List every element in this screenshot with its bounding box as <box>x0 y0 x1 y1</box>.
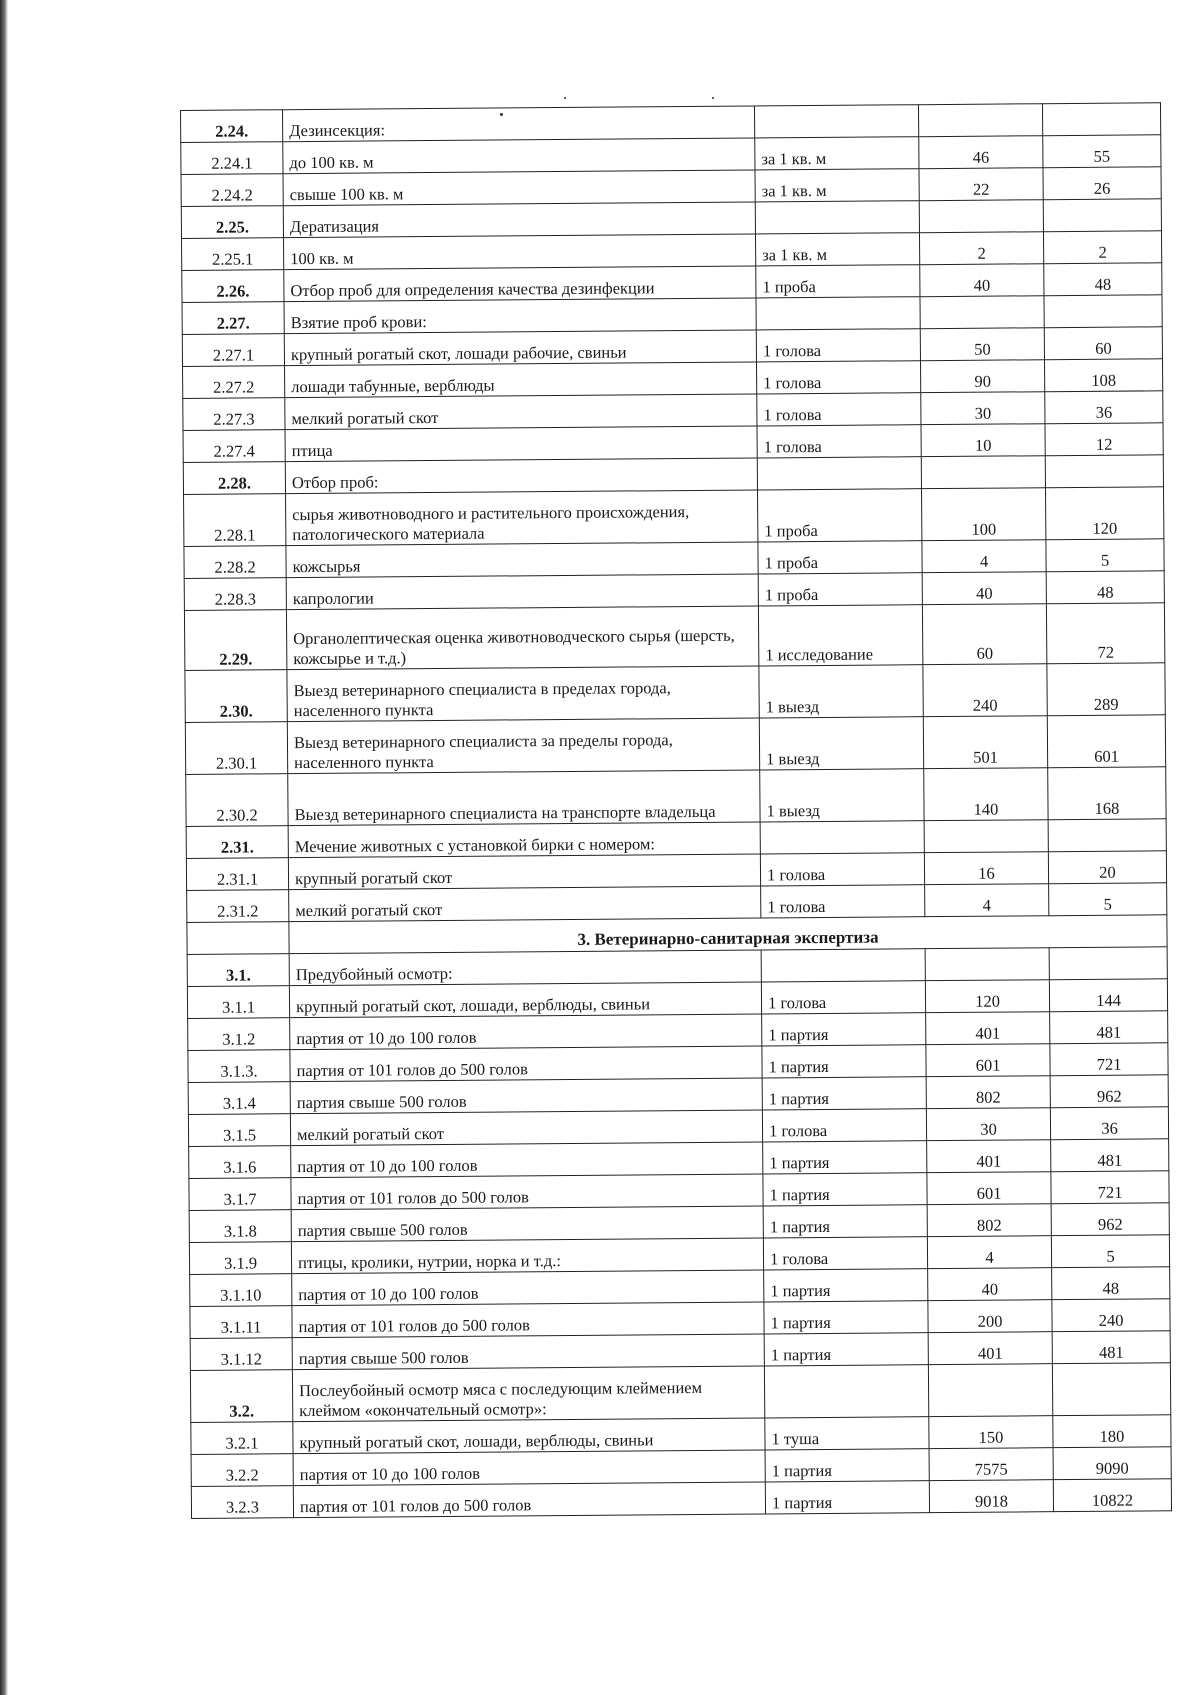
item-price-vat-cell: 48 <box>1046 571 1164 604</box>
section-title: 3. Ветеринарно-санитарная экспертиза <box>289 915 1167 954</box>
item-price-cell: 40 <box>928 1268 1052 1301</box>
item-price-vat-cell <box>1045 455 1163 488</box>
item-name-cell: Выезд ветеринарного специалиста на транспорте владельца <box>288 770 760 826</box>
item-name-cell: лошади табунные, верблюды <box>285 362 757 398</box>
item-number-cell: 2.27.1 <box>182 334 284 367</box>
item-price-cell: 401 <box>926 1012 1050 1045</box>
item-name-cell: Отбор проб: <box>285 458 757 494</box>
item-name-cell: Дератизация <box>283 202 755 238</box>
scan-edge-shadow <box>0 0 8 1695</box>
item-number-cell: 3.1.4 <box>188 1082 290 1115</box>
item-unit-cell <box>754 105 918 138</box>
item-unit-cell: 1 партия <box>762 1045 926 1078</box>
item-number-cell: 3.2.3 <box>191 1486 293 1519</box>
item-number-cell: 3.1.11 <box>190 1306 292 1339</box>
item-price-cell: 22 <box>919 168 1043 201</box>
item-number-cell: 3.1.9 <box>189 1242 291 1275</box>
item-name-cell: птица <box>285 426 757 462</box>
item-unit-cell: за 1 кв. м <box>755 137 919 170</box>
item-unit-cell: 1 партия <box>765 1481 929 1514</box>
item-number-cell: 3.2.1 <box>191 1422 293 1455</box>
item-unit-cell: 1 голова <box>760 853 924 886</box>
item-name-cell: капрологии <box>286 574 758 610</box>
item-name-cell: партия от 101 голов до 500 голов <box>290 1046 762 1082</box>
item-price-vat-cell: 601 <box>1047 715 1165 768</box>
item-price-vat-cell: 36 <box>1045 391 1163 424</box>
item-unit-cell <box>755 201 919 234</box>
item-price-cell: 4 <box>925 884 1049 917</box>
item-number-cell: 2.31.1 <box>186 858 288 891</box>
item-unit-cell <box>757 457 921 490</box>
item-number-cell: 2.28.2 <box>184 546 286 579</box>
item-price-vat-cell: 20 <box>1048 851 1166 884</box>
item-price-cell: 40 <box>922 572 1046 605</box>
item-name-cell: Мечение животных с установкой бирки с номером: <box>288 822 760 858</box>
item-number-cell: 2.25. <box>181 206 283 239</box>
item-price-vat-cell: 168 <box>1048 767 1166 820</box>
item-price-cell <box>919 200 1043 233</box>
item-name-cell: мелкий рогатый скот <box>290 1110 762 1146</box>
item-price-cell: 90 <box>920 360 1044 393</box>
item-unit-cell: 1 выезд <box>759 717 923 770</box>
item-unit-cell: за 1 кв. м <box>755 233 919 266</box>
item-unit-cell: 1 голова <box>763 1237 927 1270</box>
item-number-cell: 3.1.10 <box>190 1274 292 1307</box>
item-number-cell: 2.30. <box>185 670 287 723</box>
item-price-cell: 7575 <box>929 1448 1053 1481</box>
item-price-cell <box>920 296 1044 329</box>
item-price-cell: 10 <box>921 424 1045 457</box>
item-price-vat-cell: 10822 <box>1053 1479 1171 1512</box>
item-unit-cell: 1 проба <box>756 265 920 298</box>
item-price-vat-cell: 962 <box>1051 1203 1169 1236</box>
item-name-cell: партия свыше 500 голов <box>292 1334 764 1370</box>
item-name-cell: свыше 100 кв. м <box>283 170 755 206</box>
item-price-cell: 401 <box>928 1332 1052 1365</box>
item-price-cell: 140 <box>924 768 1048 821</box>
item-name-cell: партия от 10 до 100 голов <box>292 1270 764 1306</box>
item-unit-cell: 1 партия <box>764 1269 928 1302</box>
item-number-cell: 2.31.2 <box>187 890 289 923</box>
item-price-vat-cell <box>1042 103 1160 136</box>
item-number-cell: 3.1.6 <box>189 1146 291 1179</box>
item-name-cell: Отбор проб для определения качества дезинфекции <box>284 266 756 302</box>
item-name-cell: партия от 10 до 100 голов <box>293 1450 765 1486</box>
item-name-cell: 100 кв. м <box>284 234 756 270</box>
item-price-vat-cell: 60 <box>1044 327 1162 360</box>
item-price-cell: 16 <box>924 852 1048 885</box>
item-unit-cell: 1 голова <box>762 1109 926 1142</box>
item-price-cell: 150 <box>929 1416 1053 1449</box>
item-price-vat-cell <box>1052 1363 1170 1416</box>
item-price-cell: 120 <box>925 980 1049 1013</box>
item-price-cell: 501 <box>923 716 1047 769</box>
item-name-cell: партия от 10 до 100 голов <box>291 1142 763 1178</box>
item-name-cell: Выезд ветеринарного специалиста за пределы города, населенного пункта <box>287 718 759 774</box>
item-unit-cell: 1 исследование <box>758 605 922 666</box>
table-row <box>191 1479 1171 1519</box>
item-unit-cell: 1 голова <box>761 885 925 918</box>
item-unit-cell <box>761 949 925 982</box>
item-number-cell: 3.1.7 <box>189 1178 291 1211</box>
item-price-cell: 802 <box>926 1076 1050 1109</box>
item-number-cell: 3.2.2 <box>191 1454 293 1487</box>
item-unit-cell: 1 партия <box>764 1333 928 1366</box>
item-price-cell: 40 <box>920 264 1044 297</box>
item-unit-cell: 1 голова <box>757 425 921 458</box>
item-number-cell: 2.26. <box>182 270 284 303</box>
item-price-vat-cell: 481 <box>1050 1011 1168 1044</box>
item-price-vat-cell: 962 <box>1050 1075 1168 1108</box>
item-price-vat-cell: 108 <box>1044 359 1162 392</box>
item-price-cell <box>924 820 1048 853</box>
price-table <box>180 102 1172 1519</box>
item-price-cell: 240 <box>923 664 1047 717</box>
item-number-cell: 2.28. <box>183 462 285 495</box>
table-row <box>185 663 1165 723</box>
item-unit-cell: 1 партия <box>763 1173 927 1206</box>
item-unit-cell: 1 проба <box>758 541 922 574</box>
item-unit-cell <box>760 821 924 854</box>
item-price-vat-cell: 9090 <box>1053 1447 1171 1480</box>
item-price-cell: 50 <box>920 328 1044 361</box>
item-unit-cell: 1 партия <box>763 1205 927 1238</box>
item-name-cell: Взятие проб крови: <box>284 298 756 334</box>
item-price-vat-cell: 240 <box>1052 1299 1170 1332</box>
item-number-cell: 3.1.12 <box>190 1338 292 1371</box>
item-name-cell: крупный рогатый скот, лошади, верблюды, свиньи <box>289 982 761 1018</box>
item-unit-cell <box>756 297 920 330</box>
item-price-vat-cell <box>1043 199 1161 232</box>
item-unit-cell: 1 партия <box>763 1141 927 1174</box>
item-name-cell: до 100 кв. м <box>283 138 755 174</box>
item-price-cell: 802 <box>927 1204 1051 1237</box>
price-table-body <box>181 103 1167 923</box>
item-price-vat-cell: 12 <box>1045 423 1163 456</box>
item-price-vat-cell: 36 <box>1050 1107 1168 1140</box>
item-price-vat-cell <box>1049 947 1167 980</box>
item-price-vat-cell: 48 <box>1052 1267 1170 1300</box>
item-number-cell: 2.28.3 <box>184 578 286 611</box>
item-price-cell: 4 <box>927 1236 1051 1269</box>
item-name-cell: партия свыше 500 голов <box>290 1078 762 1114</box>
item-number-cell: 2.29. <box>184 610 286 671</box>
item-unit-cell: 1 партия <box>762 1013 926 1046</box>
item-price-cell: 2 <box>919 232 1043 265</box>
item-unit-cell: 1 голова <box>757 393 921 426</box>
item-price-cell: 60 <box>922 604 1046 665</box>
item-price-vat-cell: 55 <box>1043 135 1161 168</box>
item-name-cell: Послеубойный осмотр мяса с последующим клеймением клеймом «окончательный осмотр»: <box>292 1366 764 1422</box>
item-price-vat-cell: 5 <box>1046 539 1164 572</box>
item-price-cell: 4 <box>922 540 1046 573</box>
item-price-cell: 46 <box>919 136 1043 169</box>
item-price-vat-cell: 5 <box>1049 883 1167 916</box>
item-number-cell: 2.31. <box>186 826 288 859</box>
item-unit-cell: 1 выезд <box>759 665 923 718</box>
item-price-vat-cell: 180 <box>1053 1415 1171 1448</box>
item-unit-cell: 1 партия <box>765 1449 929 1482</box>
item-price-cell <box>928 1364 1052 1417</box>
item-number-cell: 3.1.1 <box>187 986 289 1019</box>
section-3-body <box>187 947 1171 1519</box>
item-price-vat-cell: 5 <box>1051 1235 1169 1268</box>
price-list-sheet <box>180 102 1171 1519</box>
item-unit-cell: 1 выезд <box>760 769 924 822</box>
item-number-cell: 3.1.3. <box>188 1050 290 1083</box>
item-price-cell: 401 <box>927 1140 1051 1173</box>
item-price-vat-cell: 2 <box>1043 231 1161 264</box>
item-name-cell: крупный рогатый скот <box>288 854 760 890</box>
item-unit-cell: 1 голова <box>756 361 920 394</box>
item-unit-cell: 1 проба <box>758 573 922 606</box>
item-price-vat-cell: 721 <box>1051 1171 1169 1204</box>
item-name-cell: мелкий рогатый скот <box>289 886 761 922</box>
item-name-cell: мелкий рогатый скот <box>285 394 757 430</box>
item-price-cell: 200 <box>928 1300 1052 1333</box>
item-number-cell: 3.1.8 <box>189 1210 291 1243</box>
scan-speck <box>712 97 714 99</box>
item-price-vat-cell: 481 <box>1051 1139 1169 1172</box>
item-price-vat-cell <box>1048 819 1166 852</box>
item-name-cell: Предубойный осмотр: <box>289 950 761 986</box>
item-number-cell: 2.28.1 <box>184 494 286 547</box>
section-num-cell <box>187 922 289 955</box>
item-unit-cell: за 1 кв. м <box>755 169 919 202</box>
item-price-cell: 100 <box>921 488 1045 541</box>
table-row <box>184 487 1164 547</box>
item-name-cell: сырья животноводного и растительного происхождения, патологического материала <box>286 490 758 546</box>
item-price-cell: 601 <box>927 1172 1051 1205</box>
item-price-vat-cell: 48 <box>1044 263 1162 296</box>
item-name-cell: Дезинсекция: <box>283 106 755 142</box>
item-name-cell: кожсырья <box>286 542 758 578</box>
item-price-vat-cell: 120 <box>1045 487 1163 540</box>
item-price-cell: 30 <box>926 1108 1050 1141</box>
item-name-cell: крупный рогатый скот, лошади, верблюды, свиньи <box>293 1418 765 1454</box>
item-number-cell: 2.25.1 <box>182 238 284 271</box>
item-price-vat-cell: 481 <box>1052 1331 1170 1364</box>
item-unit-cell: 1 партия <box>762 1077 926 1110</box>
item-name-cell: птицы, кролики, нутрии, норка и т.д.: <box>291 1238 763 1274</box>
item-unit-cell: 1 проба <box>758 489 922 542</box>
item-name-cell: партия от 101 голов до 500 голов <box>292 1302 764 1338</box>
item-price-vat-cell: 72 <box>1046 603 1164 664</box>
item-price-cell: 9018 <box>929 1480 1053 1513</box>
item-number-cell: 3.1. <box>187 954 289 987</box>
item-price-vat-cell <box>1044 295 1162 328</box>
item-unit-cell: 1 голова <box>761 981 925 1014</box>
item-number-cell: 2.30.2 <box>186 774 288 827</box>
item-price-vat-cell: 721 <box>1050 1043 1168 1076</box>
item-number-cell: 2.27. <box>182 302 284 335</box>
item-name-cell: партия от 101 голов до 500 голов <box>293 1482 765 1518</box>
item-name-cell: Органолептическая оценка животноводческого сырья (шерсть, кожсырье и т.д.) <box>286 606 758 670</box>
table-row <box>190 1363 1170 1423</box>
scan-speck <box>564 97 566 99</box>
item-price-cell <box>921 456 1045 489</box>
item-unit-cell <box>764 1365 928 1418</box>
item-name-cell: партия от 10 до 100 голов <box>290 1014 762 1050</box>
item-name-cell: партия от 101 голов до 500 голов <box>291 1174 763 1210</box>
item-name-cell: крупный рогатый скот, лошади рабочие, свиньи <box>284 330 756 366</box>
item-unit-cell: 1 туша <box>765 1417 929 1450</box>
item-price-vat-cell: 289 <box>1047 663 1165 716</box>
item-price-cell: 30 <box>921 392 1045 425</box>
item-number-cell: 3.2. <box>190 1370 292 1423</box>
item-price-cell <box>918 104 1042 137</box>
item-price-vat-cell: 144 <box>1049 979 1167 1012</box>
item-price-cell <box>925 948 1049 981</box>
item-number-cell: 2.27.2 <box>183 366 285 399</box>
table-row <box>186 767 1166 827</box>
item-number-cell: 2.27.4 <box>183 430 285 463</box>
item-number-cell: 2.24. <box>181 110 283 143</box>
item-number-cell: 2.30.1 <box>185 722 287 775</box>
item-number-cell: 3.1.5 <box>188 1114 290 1147</box>
table-row <box>184 603 1164 671</box>
item-name-cell: Выезд ветеринарного специалиста в пределах города, населенного пункта <box>287 666 759 722</box>
item-number-cell: 2.24.2 <box>181 174 283 207</box>
item-name-cell: партия свыше 500 голов <box>291 1206 763 1242</box>
table-row <box>185 715 1165 775</box>
item-number-cell: 2.27.3 <box>183 398 285 431</box>
item-unit-cell: 1 партия <box>764 1301 928 1334</box>
item-number-cell: 3.1.2 <box>188 1018 290 1051</box>
item-unit-cell: 1 голова <box>756 329 920 362</box>
item-number-cell: 2.24.1 <box>181 142 283 175</box>
item-price-vat-cell: 26 <box>1043 167 1161 200</box>
item-price-cell: 601 <box>926 1044 1050 1077</box>
